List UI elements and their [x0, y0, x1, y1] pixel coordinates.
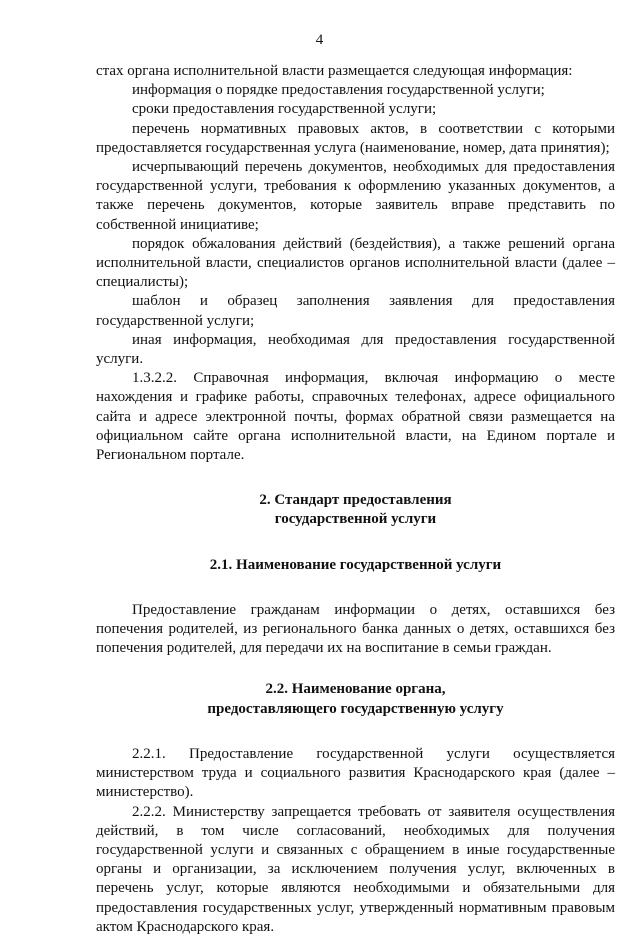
intro-item: сроки предоставления государственной услуги; — [132, 101, 437, 118]
intro-lead: стах органа исполнительной власти размещается следующая информация: — [96, 63, 573, 79]
paragraph-2-2-1: 2.2.1. Предоставление государственной услуги осуществляется министерством труда и социального развития Краснодарского края (далее – министерство). — [96, 745, 615, 801]
page-number: 4 — [315, 32, 324, 48]
intro-item: исчерпывающий перечень документов, необходимых для предоставления государственной услуги, требования к оформлению указанных документов, а также перечень документов, которые заявитель вправе представить по собственной инициативе; — [96, 159, 615, 233]
intro-item: шаблон и образец заполнения заявления для предоставления государственной услуги; — [96, 293, 615, 329]
section-2-title-line2: государственной услуги — [274, 511, 437, 528]
paragraph-2-2-2: 2.2.2. Министерству запрещается требовать от заявителя осуществления действий, в том числе согласований, необходимых для получения государственной услуги и связанных с обращением в иные государственные органы и организации, за исключением получения услуг, включенных в перечень услуг, которые являются необходимыми и обязательными для предоставления государственных услуг, утвержденный нормативным правовым актом Краснодарского края. — [96, 803, 615, 935]
section-2-2-heading — [96, 680, 615, 718]
intro-item: перечень нормативных правовых актов, в соответствии с которыми предоставляется государственная услуга (наименование, номер, дата принятия); — [96, 120, 615, 156]
section-2-heading — [96, 491, 615, 529]
intro-item: информация о порядке предоставления государственной услуги; — [132, 82, 545, 99]
intro-item: порядок обжалования действий (бездействия), а также решений органа исполнительной власти, специалистов органов исполнительной власти (далее – специалисты); — [96, 235, 615, 291]
section-2-1-text: Предоставление гражданам информации о детях, оставшихся без попечения родителей, из регионального банка данных о детях, оставшихся без попечения родителей, для передачи их на воспитание в семьи граждан. — [96, 601, 615, 657]
paragraph-1-3-2-2: 1.3.2.2. Справочная информация, включая информацию о месте нахождения и графике работы, справочных телефонах, адресе официального сайта и адресе электронной почты, формах обратной связи размещается на официальном сайте органа исполнительной власти, на Едином портале и Региональном портале. — [96, 370, 615, 464]
section-2-title-line1: 2. Стандарт предоставления — [259, 492, 452, 509]
section-2-1-heading: 2.1. Наименование государственной услуги — [209, 556, 502, 573]
document-body — [96, 62, 615, 937]
section-2-2-title-line1: 2.2. Наименование органа, — [265, 681, 446, 698]
intro-item: иная информация, необходимая для предоставления государственной услуги. — [96, 331, 615, 368]
section-2-2-title-line2: предоставляющего государственную услугу — [207, 700, 504, 717]
